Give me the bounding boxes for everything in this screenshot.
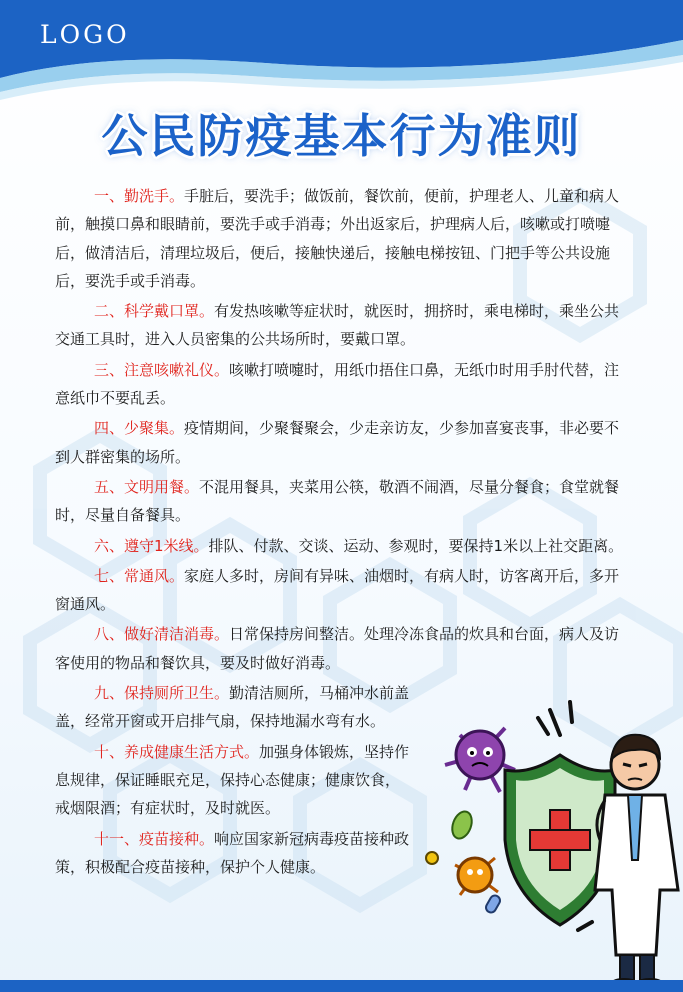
rule-heading: 三、注意咳嗽礼仪。 (94, 360, 230, 379)
rule-text: 手脏后，要洗手；做饭前，餐饮前，便前，护理老人、儿童和病人前，触摸口鼻和眼睛前，要洗手或手消毒；外出返家后，护理病人后，咳嗽或打喷嚏后，做清洁后，清理垃圾后，便后，接触快递后，接触电梯按钮、门把手等公共设施后，要洗手或手消毒。 (55, 187, 620, 290)
rule-text: 加强身体锻炼，坚持作息规律，保证睡眠充足，保持心态健康；健康饮食，戒烟限酒；有症状时，及时就医。 (55, 742, 410, 818)
rule-heading: 四、少聚集。 (94, 419, 185, 438)
yellow-virus-icon (426, 852, 438, 864)
rule-item (55, 679, 410, 736)
rule-text: 排队、付款、交谈、运动、参观时，要保持1米以上社交距离。 (208, 536, 624, 555)
rule-heading: 九、保持厕所卫生。 (94, 684, 230, 703)
rule-text: 疫情期间，少聚餐聚会，少走亲访友，少参加喜宴丧事，非必要不到人群密集的场所。 (55, 419, 620, 466)
rule-item (55, 738, 410, 823)
rule-heading: 八、做好清洁消毒。 (94, 625, 230, 644)
rule-text: 有发热咳嗽等症状时，就医时，拥挤时，乘电梯时，乘坐公共交通工具时，进入人员密集的公共场所时，要戴口罩。 (55, 302, 620, 349)
rule-item (55, 182, 633, 295)
rule-item (55, 532, 633, 560)
rule-item (55, 473, 633, 530)
rule-item (55, 825, 410, 882)
rule-text: 勤清洁厕所，马桶冲水前盖盖，经常开窗或开启排气扇，保持地漏水弯有水。 (55, 684, 410, 731)
rule-text: 家庭人多时，房间有异味、油烟时，有病人时，访客离开后，多开窗通风。 (55, 566, 620, 614)
green-bacteria-icon (449, 809, 475, 841)
rule-text: 咳嗽打喷嚏时，用纸巾捂住口鼻，无纸巾时用手肘代替，注意纸巾不要乱丢。 (55, 360, 620, 408)
header-band (0, 0, 683, 110)
rule-heading: 七、常通风。 (94, 566, 185, 585)
rule-heading: 五、文明用餐。 (94, 477, 200, 496)
rule-text: 响应国家新冠病毒疫苗接种政策，积极配合疫苗接种，保护个人健康。 (55, 829, 410, 876)
rule-item (55, 297, 633, 354)
rule-heading: 十、养成健康生活方式。 (94, 742, 260, 761)
rule-text: 日常保持房间整洁。处理冷冻食品的炊具和台面，病人及访客使用的物品和餐饮具，要及时做好消毒。 (55, 625, 620, 672)
rule-heading: 十一、疫苗接种。 (94, 829, 215, 848)
rule-item (55, 620, 633, 677)
rule-text: 不混用餐具，夹菜用公筷，敬酒不闹酒，尽量分餐食；食堂就餐时，尽量自备餐具。 (55, 477, 620, 525)
logo: LOGO (40, 20, 130, 49)
rule-heading: 一、勤洗手。 (94, 187, 185, 205)
page-title: 公民防疫基本行为准则 (101, 109, 582, 163)
rule-heading: 六、遵守1米线。 (94, 536, 209, 555)
rule-item (55, 356, 633, 413)
rule-heading: 二、科学戴口罩。 (94, 302, 215, 321)
rule-item (55, 562, 633, 619)
footer-band (0, 980, 683, 992)
rule-item (55, 414, 633, 471)
blue-bacteria-icon (484, 894, 502, 915)
orange-virus-icon (455, 858, 498, 895)
doctor-shield-illustration (420, 700, 683, 985)
